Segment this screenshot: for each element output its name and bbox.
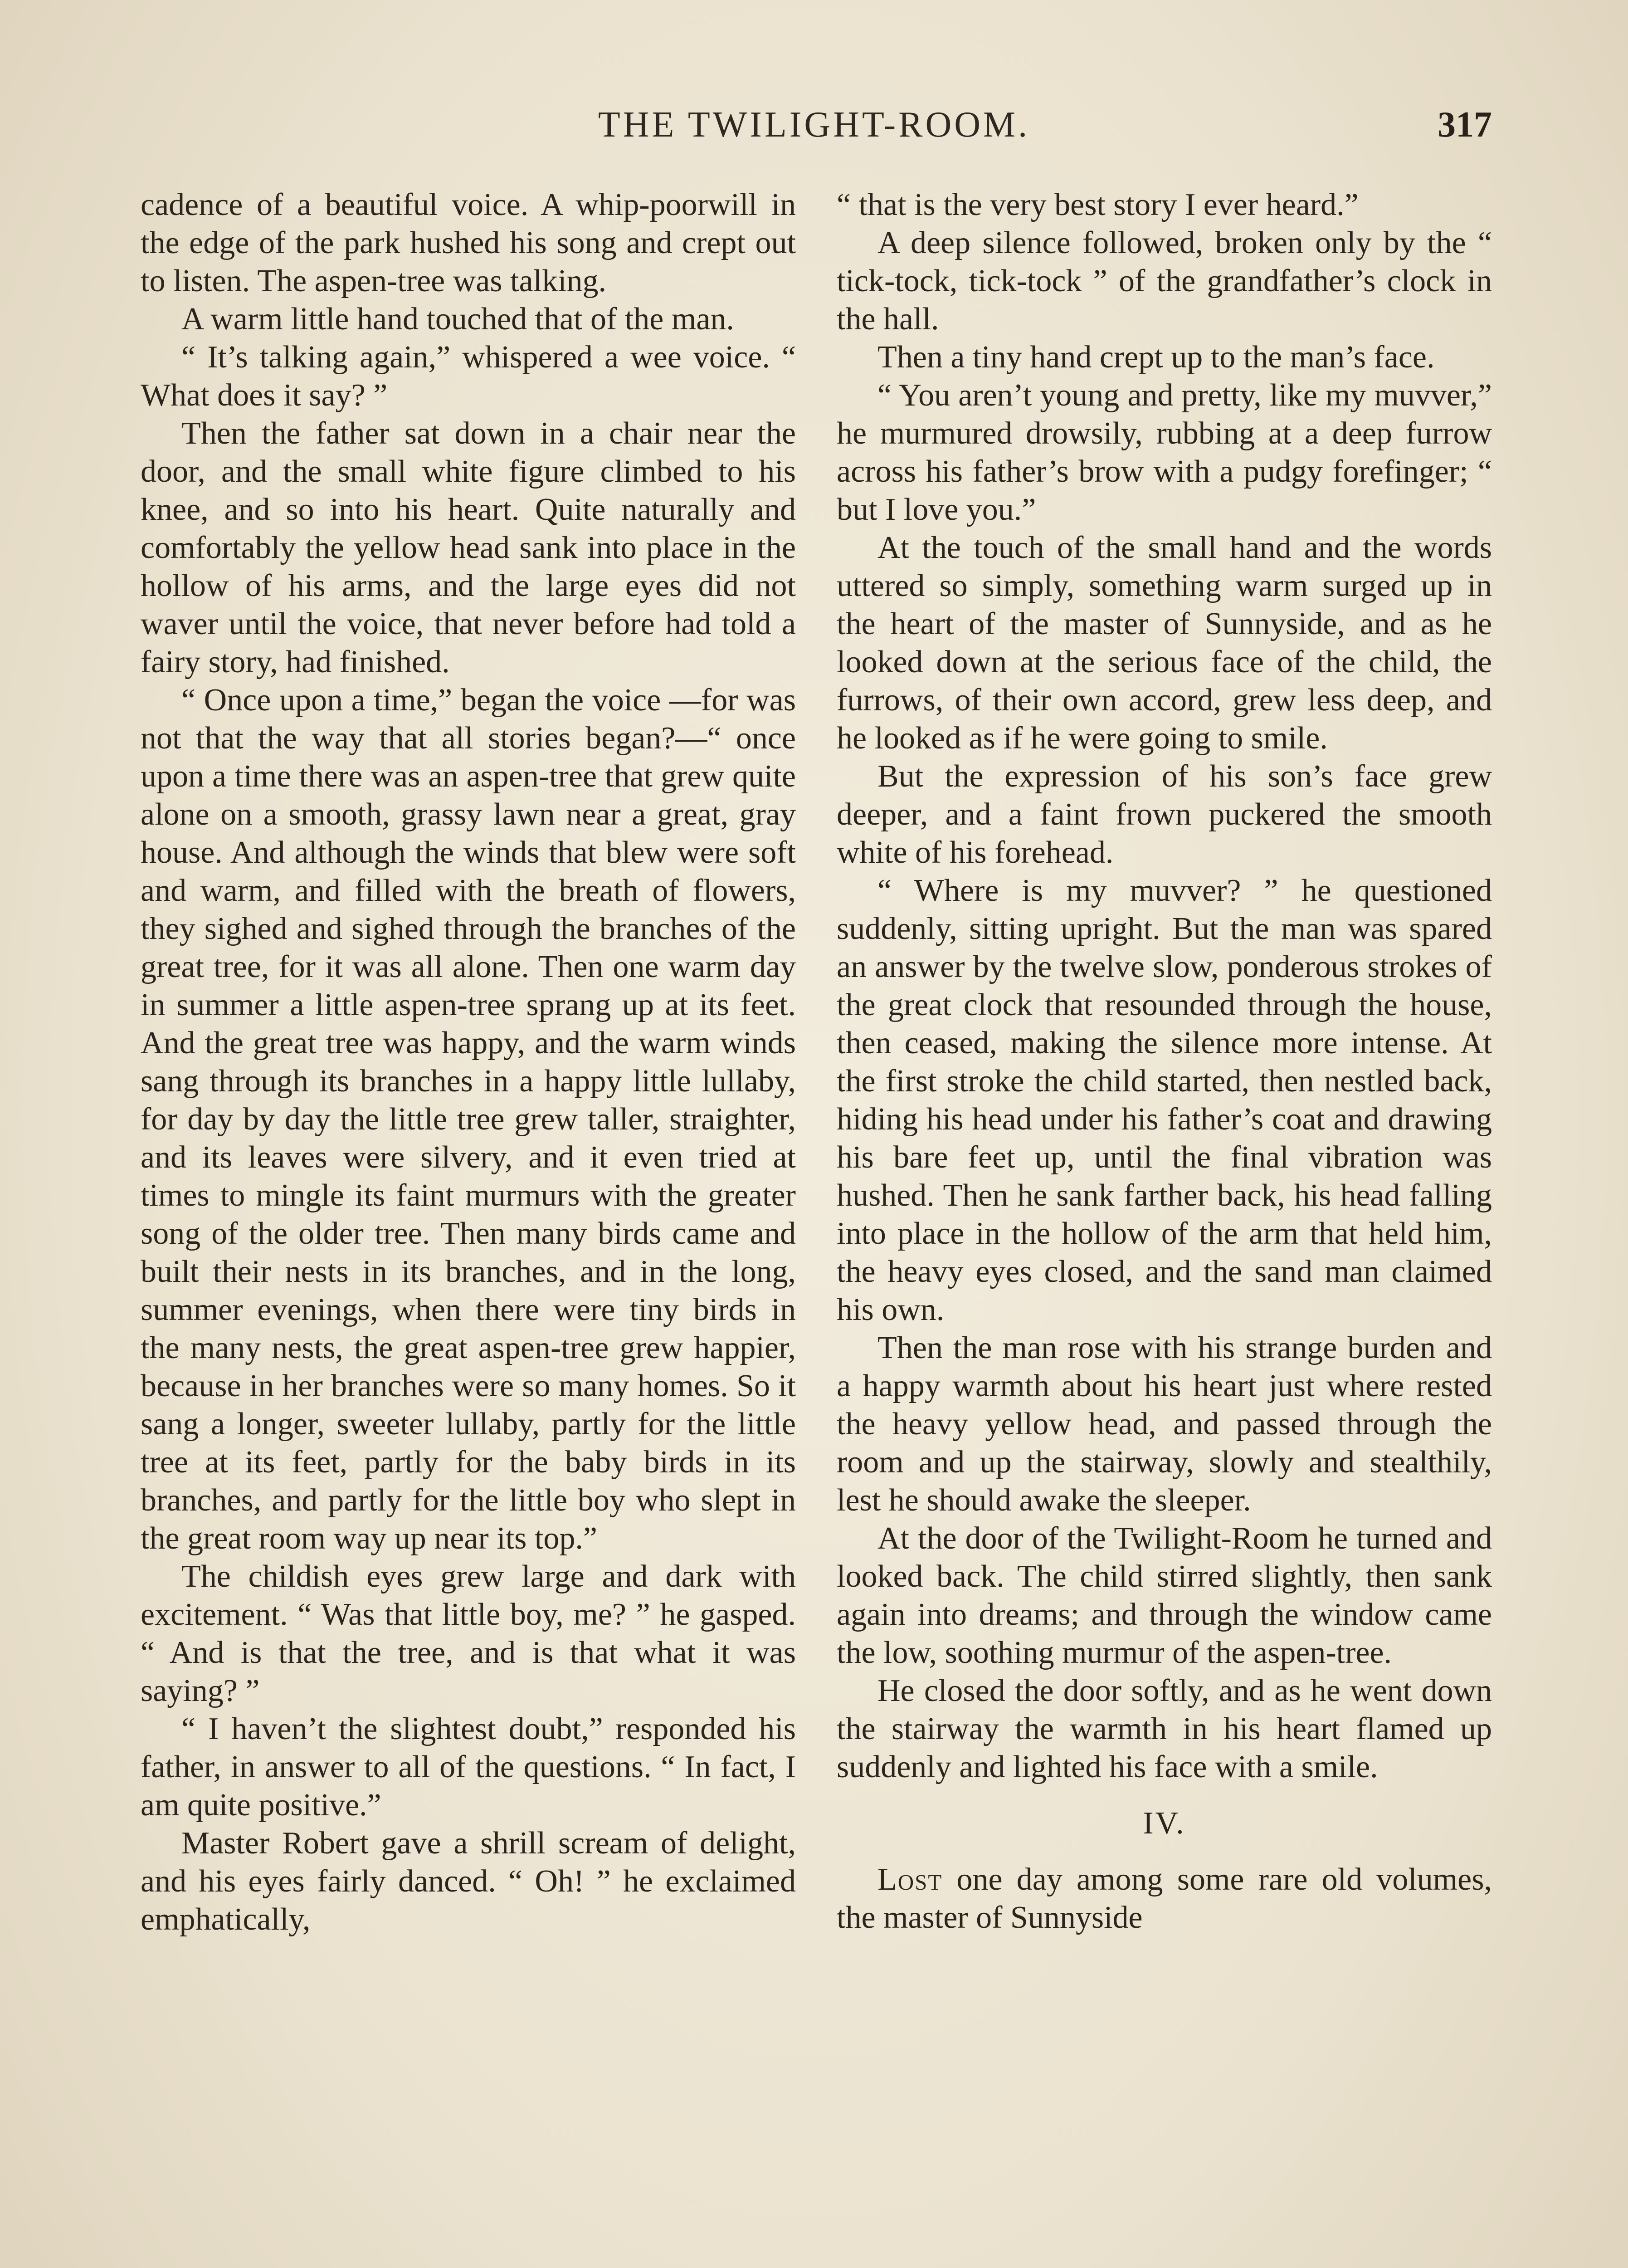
section-heading: IV. [1143,1806,1186,1841]
section-opening-text: one day among some rare old volumes, the master of Sunnyside [837,1862,1492,1935]
paragraph: “ Where is my muvver? ” he questioned suddenly, sitting upright. But the man was spared an answer by the twelve slow, ponderous strokes of the great clock that resounded through the house, then ceased, making the silence more intense. At the first stroke the child started, then nestled back, hiding his head under his father’s coat and drawing his bare feet up, until the final vibration was hushed. Then he sank farther back, his head falling into place in the hollow of the arm that held him, the heavy eyes closed, and the sand man claimed his own. [837,873,1492,1327]
paragraph: Master Robert gave a shrill scream of delight, and his eyes fairly danced. “ Oh! ” he exclaimed emphatically, [141,1826,796,1937]
paragraph: Then the father sat down in a chair near the door, and the small white figure climbed to his knee, and so into his heart. Quite naturally and comfortably the yellow head sank into place in the hollow of his arms, and the large eyes did not waver until the voice, that never before had told a fairy story, had finished. [141,416,796,679]
page-number: 317 [1438,105,1492,145]
paragraph: cadence of a beautiful voice. A whip-poorwill in the edge of the park hushed his song and crept out to listen. The aspen-tree was talking. [141,187,796,298]
paragraph: At the door of the Twilight-Room he turned and looked back. The child stirred slightly, then sank again into dreams; and through the window came the low, soothing murmur of the aspen-tree. [837,1521,1492,1670]
paragraph: “ It’s talking again,” whispered a wee voice. “ What does it say? ” [141,340,796,413]
running-title: THE TWILIGHT-ROOM. [598,105,1030,145]
paragraph: “ Once upon a time,” began the voice —for was not that the way that all stories began?—“ once upon a time there was an aspen-tree that grew quite alone on a smooth, grassy lawn near a great, gray house. And although the winds that blew were soft and warm, and filled with the breath of flowers, they sighed and sighed through the branches of the great tree, for it was all alone. Then one warm day in summer a little aspen-tree sprang up at its feet. And the great tree was happy, and the warm winds sang through its branches in a happy little lullaby, for day by day the little tree grew taller, straighter, and its leaves were silvery, and it even tried at times to mingle its faint murmurs with the greater song of the older tree. Then many birds came and built their nests in its branches, and in the long, summer evenings, when there were tiny birds in the many nests, the great aspen-tree grew happier, because in her branches were so many homes. So it sang a longer, sweeter lullaby, partly for the little tree at its feet, partly for the baby birds in its branches, and partly for the little boy who slept in the great room way up near its top.” [141,683,796,1556]
paragraph: He closed the door softly, and as he went down the stairway the warmth in his heart flamed up suddenly and lighted his face with a smile. [837,1673,1492,1784]
left-column [141,186,796,2268]
paragraph: A warm little hand touched that of the man. [181,302,734,337]
paragraph: “ I haven’t the slightest doubt,” responded his father, in answer to all of the questions. “ In fact, I am quite positive.” [141,1711,796,1823]
paragraph: Then a tiny hand crept up to the man’s face. [877,340,1435,375]
text-columns [141,186,1492,2268]
section-lead-word: Lost [877,1862,943,1897]
paragraph: A deep silence followed, broken only by the “ tick-tock, tick-tock ” of the grandfather’s clock in the hall. [837,225,1492,337]
right-column [837,186,1492,2268]
paragraph: “ You aren’t young and pretty, like my muvver,” he murmured drowsily, rubbing at a deep furrow across his father’s brow with a pudgy forefinger; “ but I love you.” [837,378,1492,527]
section-opening-paragraph [837,1861,1492,1937]
paragraph: “ that is the very best story I ever heard.” [837,187,1359,222]
page-header [136,104,1492,154]
paragraph: Then the man rose with his strange burden and a happy warmth about his heart just where rested the heavy yellow head, and passed through the room and up the stairway, slowly and stealthily, lest he should awake the sleeper. [837,1330,1492,1518]
paragraph: The childish eyes grew large and dark with excitement. “ Was that little boy, me? ” he gasped. “ And is that the tree, and is that what it was saying? ” [141,1559,796,1708]
paragraph: At the touch of the small hand and the words uttered so simply, something warm surged up in the heart of the master of Sunnyside, and as he looked down at the serious face of the child, the furrows, of their own accord, grew less deep, and he looked as if he were going to smile. [837,530,1492,756]
paragraph: But the expression of his son’s face grew deeper, and a faint frown puckered the smooth white of his forehead. [837,759,1492,870]
